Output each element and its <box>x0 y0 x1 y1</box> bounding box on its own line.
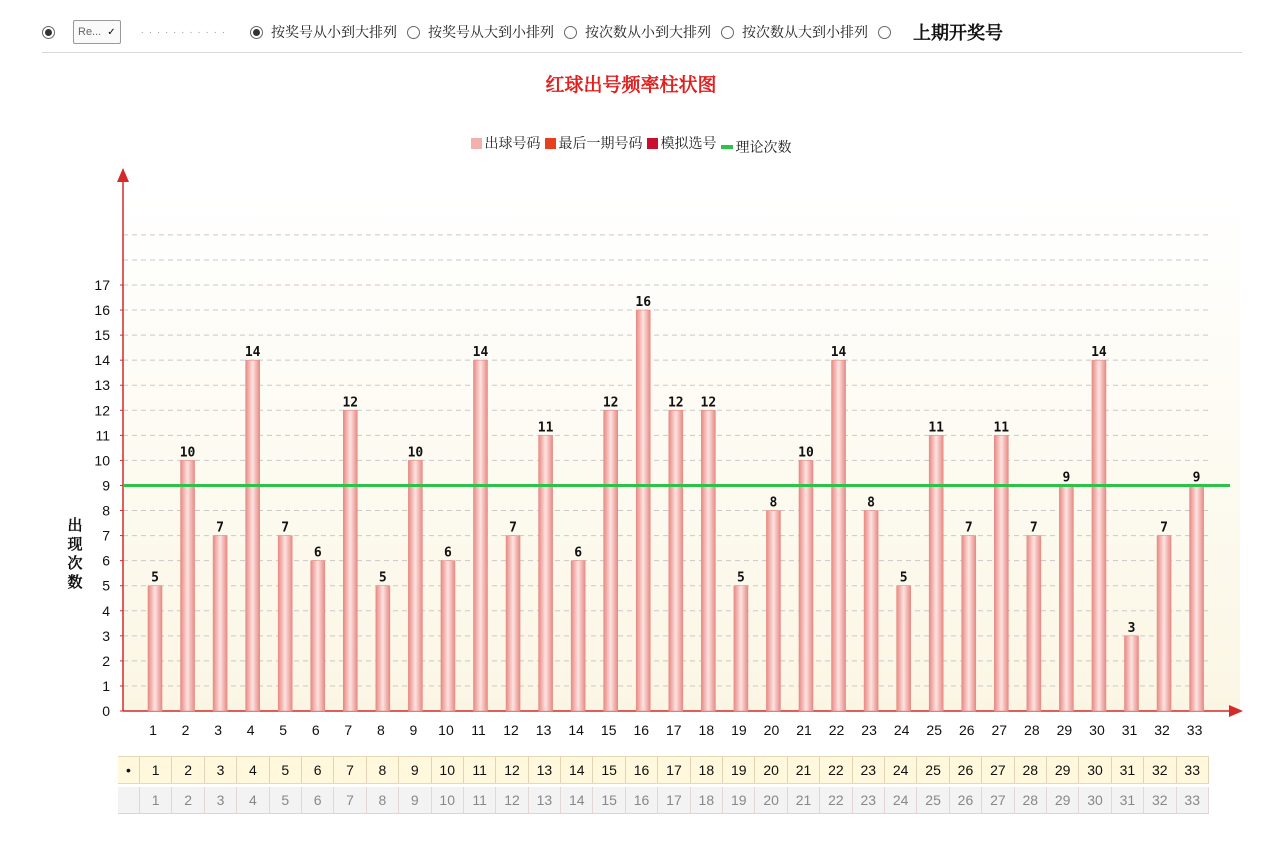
legend-label: 模拟选号 <box>660 135 717 151</box>
x-tick-label: 22 <box>828 722 845 738</box>
number-cell[interactable]: 23 <box>853 757 885 783</box>
y-axis-label: 数 <box>67 574 83 591</box>
number-cell[interactable]: 25 <box>917 757 949 783</box>
bar <box>929 435 943 711</box>
number-cell[interactable]: 26 <box>950 787 982 813</box>
y-tick-label: 15 <box>94 327 110 344</box>
data-label: 16 <box>635 295 652 311</box>
data-label: 11 <box>993 420 1010 436</box>
x-tick-label: 14 <box>568 722 584 738</box>
bar <box>1157 536 1171 711</box>
radio-label: 按奖号从大到小排列 <box>428 24 555 40</box>
data-label: 5 <box>736 570 745 586</box>
x-tick-label: 32 <box>1154 722 1170 738</box>
bar <box>408 460 422 711</box>
x-tick-label: 31 <box>1121 722 1138 738</box>
number-cell[interactable]: 3 <box>205 757 237 783</box>
data-label: 11 <box>928 420 945 436</box>
number-cell[interactable]: 3 <box>205 787 237 813</box>
data-label: 5 <box>151 570 159 586</box>
number-cell[interactable]: 14 <box>561 787 593 813</box>
number-cell[interactable]: 1 <box>140 757 172 783</box>
y-axis-label: 次 <box>67 555 83 572</box>
bar <box>669 410 683 711</box>
x-tick-label: 24 <box>893 722 910 738</box>
bar <box>994 435 1008 711</box>
x-tick-label: 25 <box>926 722 942 738</box>
bar <box>832 360 846 711</box>
x-tick-label: 5 <box>279 722 288 738</box>
radio-label: 上期开奖号 <box>913 23 1004 43</box>
y-tick-label: 7 <box>102 527 110 544</box>
data-label: 14 <box>472 345 489 361</box>
data-label: 7 <box>281 520 290 536</box>
data-label: 7 <box>1160 520 1168 536</box>
radio-label: 按奖号从小到大排列 <box>271 24 398 40</box>
number-cell[interactable]: 33 <box>1177 787 1209 813</box>
legend-label: 理论次数 <box>735 138 792 155</box>
number-cell[interactable]: 6 <box>302 787 334 813</box>
x-tick-label: 29 <box>1056 722 1073 738</box>
number-cell[interactable]: 18 <box>691 787 723 813</box>
number-cell[interactable]: 23 <box>853 787 885 813</box>
blurred-text: · · · · · · · · · · · <box>140 26 227 38</box>
checkmark-icon: ✓ <box>107 26 116 38</box>
number-cell[interactable]: 13 <box>529 787 561 813</box>
y-tick-label: 3 <box>102 627 110 644</box>
y-axis-label: 现 <box>67 536 83 553</box>
data-label: 12 <box>667 395 684 411</box>
number-cell[interactable]: 12 <box>496 757 528 783</box>
number-cell[interactable]: 15 <box>593 787 625 813</box>
bar <box>1059 485 1073 711</box>
number-cell[interactable]: 19 <box>723 757 755 783</box>
bar <box>311 561 325 711</box>
bar <box>636 310 650 711</box>
number-cell[interactable]: 17 <box>658 787 690 813</box>
number-cell[interactable]: 11 <box>464 787 496 813</box>
number-cell[interactable]: 16 <box>626 757 658 783</box>
number-cell[interactable]: 21 <box>788 787 820 813</box>
x-tick-label: 10 <box>438 722 454 738</box>
number-cell[interactable]: 4 <box>237 787 269 813</box>
number-cell[interactable]: 27 <box>982 787 1014 813</box>
number-row-secondary <box>118 787 1209 814</box>
number-cell[interactable]: 9 <box>399 757 431 783</box>
chart-title: 红球出号频率柱状图 <box>545 75 717 96</box>
y-tick-label: 11 <box>95 427 110 444</box>
number-cell[interactable]: 9 <box>399 787 431 813</box>
bar <box>864 511 878 711</box>
bar <box>1027 536 1041 711</box>
number-cell[interactable]: 5 <box>270 787 302 813</box>
number-cell[interactable]: 15 <box>593 757 625 783</box>
y-tick-label: 17 <box>94 277 110 293</box>
data-label: 6 <box>313 545 322 561</box>
data-label: 7 <box>216 520 225 536</box>
data-label: 9 <box>1192 470 1201 486</box>
bar <box>343 410 357 711</box>
number-cell[interactable]: 24 <box>885 787 917 813</box>
x-tick-label: 13 <box>535 722 552 738</box>
y-tick-label: 0 <box>102 703 110 719</box>
data-label: 12 <box>342 395 359 411</box>
x-tick-label: 30 <box>1089 722 1105 738</box>
x-tick-label: 23 <box>861 722 877 738</box>
bar <box>571 561 585 711</box>
number-cell[interactable]: 14 <box>561 757 593 783</box>
legend-label: 出球号码 <box>484 135 541 151</box>
number-cell[interactable]: 26 <box>950 757 982 783</box>
legend-label: 最后一期号码 <box>558 135 643 151</box>
data-label: 14 <box>830 345 847 361</box>
bar <box>766 511 780 711</box>
number-cell[interactable]: 29 <box>1047 787 1079 813</box>
number-cell[interactable]: 22 <box>820 757 852 783</box>
number-cell[interactable]: 10 <box>432 757 464 783</box>
data-label: 10 <box>798 445 814 461</box>
data-label: 9 <box>1062 470 1071 486</box>
number-cell[interactable]: 1 <box>140 787 172 813</box>
number-cell[interactable]: 31 <box>1112 757 1144 783</box>
y-tick-label: 14 <box>94 352 110 369</box>
number-cell[interactable]: 29 <box>1047 757 1079 783</box>
number-cell[interactable]: 25 <box>917 787 949 813</box>
y-axis-arrow-icon <box>117 168 129 182</box>
x-tick-label: 6 <box>311 722 320 738</box>
y-tick-label: 13 <box>94 377 110 394</box>
x-tick-label: 4 <box>246 722 255 738</box>
data-label: 7 <box>509 520 517 536</box>
number-cell[interactable]: 7 <box>334 757 366 783</box>
number-cell[interactable]: 16 <box>626 787 658 813</box>
radio-label: 按次数从小到大排列 <box>585 24 712 40</box>
data-label: 5 <box>378 570 387 586</box>
number-cell[interactable]: 5 <box>270 757 302 783</box>
y-tick-label: 8 <box>102 502 110 519</box>
bar <box>539 435 553 711</box>
number-cell[interactable]: 17 <box>658 757 690 783</box>
number-cell[interactable]: 27 <box>982 757 1014 783</box>
x-tick-label: 33 <box>1186 722 1203 738</box>
data-label: 14 <box>1091 345 1107 361</box>
data-label: 8 <box>867 495 876 511</box>
radio-label: 按次数从大到小排列 <box>742 24 869 40</box>
number-cell[interactable]: 11 <box>464 757 496 783</box>
data-label: 7 <box>1029 520 1038 536</box>
x-tick-label: 12 <box>503 722 519 738</box>
bar <box>1125 636 1139 711</box>
bar <box>213 536 227 711</box>
x-tick-label: 28 <box>1024 722 1040 738</box>
number-cell[interactable]: 28 <box>1015 757 1047 783</box>
bar <box>278 536 292 711</box>
number-cell[interactable]: 32 <box>1144 757 1176 783</box>
x-tick-label: 18 <box>698 722 715 738</box>
bar <box>1190 485 1204 711</box>
number-cell[interactable]: 31 <box>1112 787 1144 813</box>
number-cell[interactable]: 4 <box>237 757 269 783</box>
y-tick-label: 12 <box>94 402 110 419</box>
y-tick-label: 9 <box>102 477 110 494</box>
data-label: 14 <box>244 345 261 361</box>
bar <box>962 536 976 711</box>
number-cell[interactable]: 6 <box>302 757 334 783</box>
number-cell[interactable]: 8 <box>367 757 399 783</box>
bar <box>897 586 911 711</box>
bar <box>734 586 748 711</box>
number-cell[interactable]: 21 <box>788 757 820 783</box>
x-tick-label: 9 <box>409 722 418 738</box>
x-tick-label: 17 <box>666 722 682 738</box>
y-tick-label: 4 <box>102 602 110 619</box>
x-tick-label: 15 <box>600 722 617 738</box>
x-tick-label: 7 <box>344 722 353 738</box>
y-tick-label: 2 <box>102 652 110 669</box>
number-cell[interactable]: 24 <box>885 757 917 783</box>
number-cell[interactable]: 30 <box>1079 787 1111 813</box>
y-tick-label: 10 <box>94 452 110 469</box>
number-cell[interactable]: 2 <box>172 787 204 813</box>
x-tick-label: 21 <box>796 722 812 738</box>
data-label: 12 <box>700 395 717 411</box>
bar <box>799 460 813 711</box>
x-tick-label: 16 <box>633 722 650 738</box>
number-cell[interactable]: 8 <box>367 787 399 813</box>
x-tick-label: 11 <box>471 722 486 738</box>
row-marker: • <box>118 757 140 783</box>
number-row-primary <box>118 756 1209 784</box>
bar <box>181 460 195 711</box>
number-cell[interactable]: 13 <box>529 757 561 783</box>
y-tick-label: 5 <box>102 577 110 594</box>
data-label: 10 <box>407 445 424 461</box>
x-tick-label: 3 <box>214 722 222 738</box>
y-tick-label: 6 <box>102 552 110 569</box>
number-cell[interactable]: 10 <box>432 787 464 813</box>
row-marker <box>118 787 140 813</box>
data-label: 5 <box>899 570 908 586</box>
x-tick-label: 26 <box>958 722 975 738</box>
data-label: 3 <box>1127 620 1136 636</box>
y-axis-label: 出 <box>67 517 83 534</box>
number-cell[interactable]: 32 <box>1144 787 1176 813</box>
x-tick-label: 20 <box>763 722 780 738</box>
number-cell[interactable]: 33 <box>1177 757 1209 783</box>
x-tick-label: 27 <box>991 722 1008 738</box>
number-cell[interactable]: 30 <box>1079 757 1111 783</box>
bar <box>604 410 618 711</box>
x-tick-label: 8 <box>376 722 385 738</box>
bar <box>246 360 260 711</box>
bar <box>701 410 715 711</box>
y-tick-label: 16 <box>94 302 110 319</box>
number-cell[interactable]: 12 <box>496 787 528 813</box>
data-label: 10 <box>179 445 196 461</box>
x-tick-label: 19 <box>731 722 747 738</box>
bar <box>376 586 390 711</box>
number-cell[interactable]: 19 <box>723 787 755 813</box>
number-cell[interactable]: 2 <box>172 757 204 783</box>
bar <box>474 360 488 711</box>
bar <box>441 561 455 711</box>
x-tick-label: 1 <box>149 722 157 738</box>
number-cell[interactable]: 28 <box>1015 787 1047 813</box>
number-cell[interactable]: 18 <box>691 757 723 783</box>
number-cell[interactable]: 22 <box>820 787 852 813</box>
data-label: 6 <box>444 545 452 561</box>
data-label: 8 <box>769 495 778 511</box>
data-label: 12 <box>602 395 619 411</box>
number-cell[interactable]: 7 <box>334 787 366 813</box>
x-tick-label: 2 <box>181 722 190 738</box>
data-label: 7 <box>964 520 973 536</box>
number-cell[interactable]: 20 <box>755 757 787 783</box>
y-tick-label: 1 <box>102 677 110 694</box>
bar <box>506 536 520 711</box>
range-select-value: Re... <box>78 26 102 38</box>
bar <box>148 586 162 711</box>
number-cell[interactable]: 20 <box>755 787 787 813</box>
data-label: 11 <box>537 420 554 436</box>
bar <box>1092 360 1106 711</box>
data-label: 6 <box>574 545 583 561</box>
